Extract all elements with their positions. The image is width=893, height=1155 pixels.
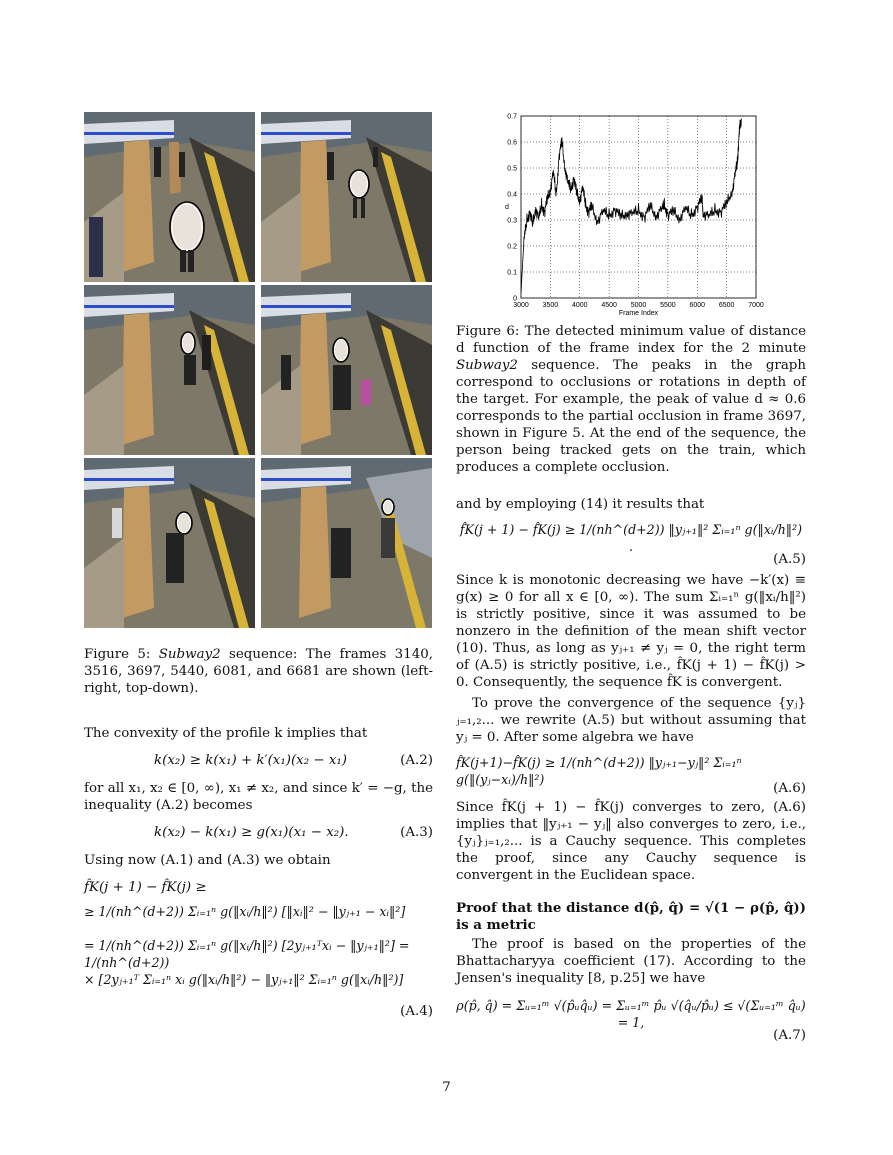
subway-platform-image — [261, 285, 432, 455]
paragraph-using: Using now (A.1) and (A.3) we obtain — [84, 853, 331, 868]
y-tick-label: 0 — [513, 295, 517, 303]
paragraph-forall: for all x₁, x₂ ∈ [0, ∞), x₁ ≠ x₂, and since k′ = −g, the inequality (A.2) becomes — [84, 781, 433, 813]
caption-text: sequence. The peaks in the graph correspond to occlusions or rotations in depth of the target. For example, the peak of value d ≈ 0.6 corresponds to the partial occlusion in frame 3697, shown in Figure 5. At the end of the sequence, the person being tracked gets on the train, which produces a complete occlusion. — [456, 358, 806, 475]
equation-number: (A.4) — [400, 1004, 433, 1019]
sequence-name: Subway2 — [158, 647, 221, 662]
video-frame-5440 — [261, 285, 432, 455]
x-tick-label: 4000 — [571, 302, 588, 309]
equation-a4-line: = 1/(nh^(d+2)) Σᵢ₌₁ⁿ g(‖xᵢ/h‖²) [2yⱼ₊₁ᵀxᵢ − ‖yⱼ₊₁‖²] = 1/(nh^(d+2)) — [84, 938, 410, 970]
x-tick-label: 5000 — [630, 302, 647, 309]
figure-5-frames — [84, 112, 433, 628]
caption-text: The detected minimum value of distance d function of the frame index for the 2 minute — [456, 324, 806, 356]
equation-a2 — [84, 752, 433, 774]
equation-a6 — [456, 754, 806, 797]
x-tick-label: 6500 — [718, 302, 735, 309]
caption-label: Figure 5: — [84, 647, 151, 662]
video-frame-3697 — [84, 285, 255, 455]
y-tick-label: 0.5 — [507, 165, 517, 173]
x-tick-label: 3500 — [542, 302, 559, 309]
equation-a3-body: k(x₂) − k(x₁) ≥ g(x₁)(x₁ − x₂). — [154, 825, 349, 840]
paragraph-since-k: Since k is monotonic decreasing we have −k′(x) ≡ g(x) ≥ 0 for all x ∈ [0, ∞). The sum Σᵢ₌₁ⁿ g(‖xᵢ/h‖²) is strictly positive, since it was assumed to be nonzero in the definition of the mean shift vector (10). Thus, as long as yⱼ₊₁ ≠ yⱼ = 0, the right term of (A.5) is strictly positive, i.e., f̂K(j + 1) − f̂K(j) > 0. Consequently, the sequence f̂K is convergent. — [456, 573, 806, 690]
subway-platform-image — [84, 285, 255, 455]
equation-a4-line: f̂K(j + 1) − f̂K(j) ≥ — [84, 880, 207, 895]
video-frame-3516 — [261, 112, 432, 282]
y-tick-label: 0.3 — [507, 217, 517, 225]
x-tick-label: 4500 — [601, 302, 617, 309]
left-column — [84, 112, 433, 1020]
x-tick-label: 7000 — [748, 302, 764, 309]
video-frame-6081 — [84, 458, 255, 628]
paragraph-proof: The proof is based on the properties of the Bhattacharyya coefficient (17). According to the Jensen's inequality [8, p.25] we have — [456, 937, 806, 986]
section-heading-metric: Proof that the distance d(p̂, q̂) = √(1 − ρ(p̂, q̂)) is a metric — [456, 900, 806, 933]
equation-a7 — [456, 997, 806, 1044]
equation-number: (A.5) — [773, 552, 806, 567]
page-number: 7 — [442, 1080, 451, 1095]
y-tick-label: 0.2 — [507, 243, 517, 251]
subway-platform-image — [261, 112, 432, 282]
x-axis-label: Frame Index — [618, 310, 659, 317]
subway-platform-image — [84, 112, 255, 282]
paragraph-employing: and by employing (14) it results that — [456, 497, 705, 512]
right-column — [456, 112, 806, 1044]
equation-a7-body: ρ(p̂, q̂) = Σᵤ₌₁ᵐ √(p̂ᵤq̂ᵤ) = Σᵤ₌₁ᵐ p̂ᵤ √(q̂ᵤ/p̂ᵤ) ≤ √(Σᵤ₌₁ᵐ q̂ᵤ) = 1, — [456, 998, 806, 1030]
series-line — [521, 119, 741, 293]
equation-a2-body: k(x₂) ≥ k(x₁) + k′(x₁)(x₂ − x₁) — [154, 753, 347, 768]
sequence-name: Subway2 — [456, 358, 518, 373]
paragraph-convexity: The convexity of the profile k implies that — [84, 726, 368, 741]
paragraph-since-conv: Since f̂K(j + 1) − f̂K(j) converges to zero, (A.6) implies that ‖yⱼ₊₁ − yⱼ‖ also converges to zero, i.e., {yⱼ}ⱼ₌₁,₂... is a Cauchy sequence. This completes the proof, since any Cauchy sequence is convergent in the Euclidean space. — [456, 800, 806, 883]
subway-platform-image — [261, 458, 432, 628]
y-tick-label: 0.6 — [507, 139, 517, 147]
equation-a6-body: f̂K(j+1)−f̂K(j) ≥ 1/(nh^(d+2)) ‖yⱼ₊₁−yⱼ‖² Σᵢ₌₁ⁿ g(‖(yⱼ−xᵢ)/h‖²) — [456, 755, 742, 787]
equation-a3 — [84, 824, 433, 846]
x-tick-label: 3000 — [513, 302, 529, 309]
equation-a5 — [456, 521, 806, 568]
caption-text: sequence: The frames 3140, 3516, 3697, 5440, 6081, and 6681 are shown (left-right, top-down). — [84, 647, 433, 696]
subway-platform-image — [84, 458, 255, 628]
x-tick-label: 5500 — [660, 302, 676, 309]
video-frame-6681 — [261, 458, 432, 628]
equation-a4 — [84, 879, 433, 1020]
y-tick-label: 0.4 — [507, 191, 517, 199]
video-frame-3140 — [84, 112, 255, 282]
equation-number: (A.3) — [400, 825, 433, 840]
equation-number: (A.7) — [773, 1028, 806, 1043]
x-tick-label: 6000 — [689, 302, 706, 309]
figure-6-chart — [456, 112, 806, 317]
y-tick-label: 0.1 — [507, 269, 517, 277]
caption-label: Figure 6: — [456, 324, 520, 339]
equation-number: (A.2) — [400, 753, 433, 768]
figure-5-caption — [84, 646, 433, 697]
paragraph-to-prove: To prove the convergence of the sequence {yⱼ}ⱼ₌₁,₂... we rewrite (A.5) but without assuming that yⱼ = 0. After some algebra we have — [456, 696, 806, 745]
figure-6-caption — [456, 323, 806, 476]
y-tick-label: 0.7 — [507, 113, 517, 121]
y-axis-label: d — [505, 204, 509, 211]
equation-number: (A.6) — [773, 781, 806, 796]
distance-plot — [456, 112, 806, 317]
equation-a4-line: × [2yⱼ₊₁ᵀ Σᵢ₌₁ⁿ xᵢ g(‖xᵢ/h‖²) − ‖yⱼ₊₁‖² Σᵢ₌₁ⁿ g(‖xᵢ/h‖²)] — [84, 972, 404, 987]
equation-a4-line: ≥ 1/(nh^(d+2)) Σᵢ₌₁ⁿ g(‖xᵢ/h‖²) [‖xᵢ‖² − ‖yⱼ₊₁ − xᵢ‖²] — [84, 904, 406, 919]
equation-a5-body: f̂K(j + 1) − f̂K(j) ≥ 1/(nh^(d+2)) ‖yⱼ₊₁‖² Σᵢ₌₁ⁿ g(‖xᵢ/h‖²) . — [459, 522, 803, 554]
